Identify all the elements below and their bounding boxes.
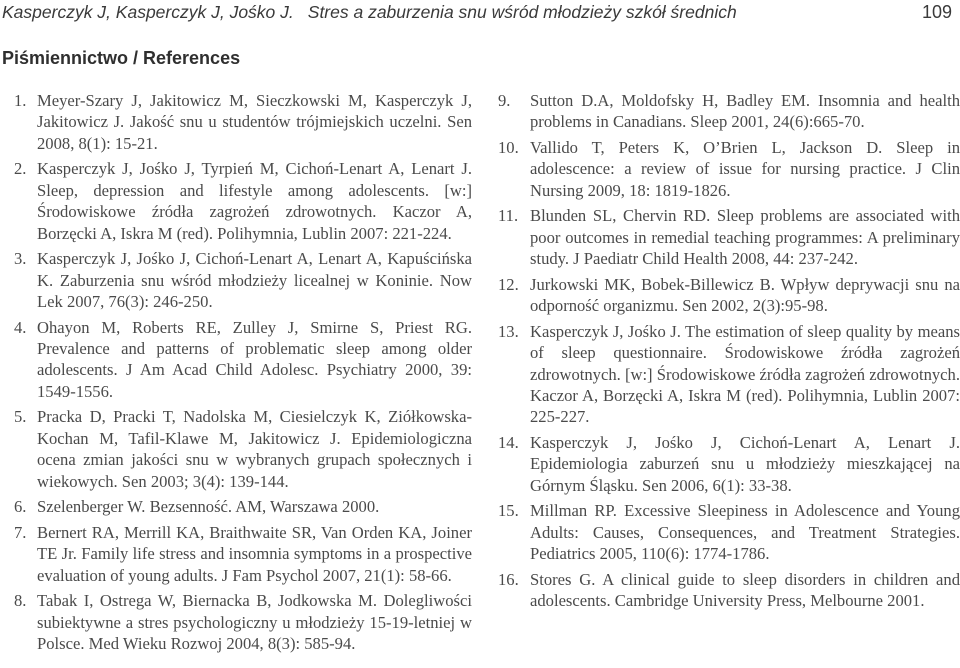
reference-number: 1. (14, 91, 27, 110)
reference-number: 8. (14, 591, 27, 611)
reference-item (2, 317, 472, 403)
reference-text: Bernert RA, Merrill KA, Braithwaite SR, Van Orden KA, Joiner TE Jr. Family life stress and insomnia symptoms in a prospective evaluation of young adults. J Fam Psychol 2007, 21(1): 58-66. (37, 522, 472, 585)
reference-item (2, 406, 472, 492)
reference-text: Stores G. A clinical guide to sleep disorders in children and adolescents. Cambridge University Press, Melbourne 2001. (530, 569, 960, 611)
header-authors: Kasperczyk J, Kasperczyk J, Jośko J. (2, 2, 294, 22)
reference-item (494, 569, 960, 612)
reference-text: Kasperczyk J, Jośko J. The estimation of sleep quality by means of sleep questionnaire. Środowiskowe źródła zagrożeń zdrowotnych. [w:] Środowiskowe źródła zagrożeń zdrowotnych. Kaczor A, Borzęcki A, Iskra M (red). Polihymnia, Lublin 2007: 225-227. (530, 321, 960, 427)
reference-number: 9. (498, 91, 511, 110)
reference-text: Ohayon M, Roberts RE, Zulley J, Smirne S, Priest RG. Prevalence and patterns of problematic sleep among older adolescents. J Am Acad Child Adolesc. Psychiatry 2000, 39: 1549-1556. (37, 317, 472, 401)
reference-number: 7. (14, 522, 27, 542)
reference-text: Vallido T, Peters K, O’Brien L, Jackson D. Sleep in adolescence: a review of issue for nursing practice. J Clin Nursing 2009, 18: 1819-1826. (530, 138, 960, 200)
reference-item (494, 274, 960, 317)
reference-text: Kasperczyk J, Jośko J, Cichoń-Lenart A, Lenart A, Kapuścińska K. Zaburzenia snu wśród młodzieży licealnej w Koninie. Now Lek 2007, 76(3): 246-250. (37, 249, 472, 312)
reference-item (2, 496, 472, 517)
reference-text: Kasperczyk J, Jośko J, Tyrpień M, Cichoń-Lenart A, Lenart J. Sleep, depression and lifestyle among adolescents. [w:] Środowiskowe źródła zagrożeń zdrowotnych. Kaczor A, Borzęcki A, Iskra M (red). Polihymnia, Lublin 2007: 221-224. (37, 159, 472, 243)
reference-text: Jurkowski MK, Bobek-Billewicz B. Wpływ deprywacji snu na odporność organizmu. Sen 2002, 2(3):95-98. (530, 274, 960, 316)
reference-text: Meyer-Szary J, Jakitowicz M, Sieczkowski M, Kasperczyk J, Jakitowicz J. Jakość snu u studentów trójmiejskich uczelni. Sen 2008, 8(1): 15-21. (37, 91, 472, 153)
reference-number: 12. (498, 274, 519, 294)
reference-item (2, 248, 472, 312)
reference-item (2, 90, 472, 154)
reference-number: 4. (14, 317, 27, 337)
reference-item (494, 432, 960, 496)
section-title: Piśmiennictwo / References (2, 48, 241, 68)
reference-text: Sutton D.A, Moldofsky H, Badley EM. Insomnia and health problems in Canadians. Sleep 2001, 24(6):665-70. (530, 91, 960, 132)
references-column-right (494, 90, 960, 616)
reference-number: 2. (14, 159, 27, 179)
reference-number: 11. (498, 206, 519, 226)
reference-number: 3. (14, 249, 27, 269)
reference-item (494, 321, 960, 428)
reference-text: Szelenberger W. Bezsenność. AM, Warszawa 2000. (37, 497, 380, 517)
reference-number: 6. (14, 497, 27, 517)
reference-number: 14. (498, 433, 519, 453)
running-header (0, 0, 960, 26)
reference-number: 5. (14, 407, 27, 427)
reference-item (2, 590, 472, 654)
reference-item (494, 137, 960, 201)
reference-item (2, 158, 472, 244)
reference-number: 16. (498, 569, 519, 589)
reference-number: 15. (498, 501, 519, 521)
reference-number: 10. (498, 138, 519, 157)
header-title: Stres a zaburzenia snu wśród młodzieży szkół średnich (307, 2, 737, 22)
header-left (2, 2, 737, 23)
reference-text: Pracka D, Pracki T, Nadolska M, Ciesielczyk K, Ziółkowska-Kochan M, Tafil-Klawe M, Jakitowicz J. Epidemiologiczna ocena zmian jakości snu w wybranych grupach społecznych i wiekowych. Sen 2003; 3(4): 139-144. (37, 407, 472, 491)
references-column-left (2, 90, 472, 659)
reference-number: 13. (498, 321, 519, 341)
page-number: 109 (921, 2, 952, 22)
reference-item (494, 205, 960, 269)
reference-text: Millman RP. Excessive Sleepiness in Adolescence and Young Adults: Causes, Consequences, and Treatment Strategies. Pediatrics 2005, 110(6): 1774-1786. (530, 501, 960, 564)
reference-item (494, 500, 960, 564)
reference-text: Tabak I, Ostrega W, Biernacka B, Jodkowska M. Dolegliwości subiektywne a stres psychologiczny u młodzieży 15-19-letniej w Polsce. Med Wieku Rozwoj 2004, 8(3): 585-94. (37, 591, 472, 654)
reference-text: Blunden SL, Chervin RD. Sleep problems are associated with poor outcomes in remedial teaching programmes: A preliminary study. J Paediatr Child Health 2008, 44: 237-242. (530, 206, 960, 269)
reference-item (494, 90, 960, 133)
reference-item (2, 522, 472, 586)
reference-text: Kasperczyk J, Jośko J, Cichoń-Lenart A, Lenart J. Epidemiologia zaburzeń snu u młodzieży mieszkającej na Górnym Śląsku. Sen 2006, 6(1): 33-38. (530, 433, 960, 495)
